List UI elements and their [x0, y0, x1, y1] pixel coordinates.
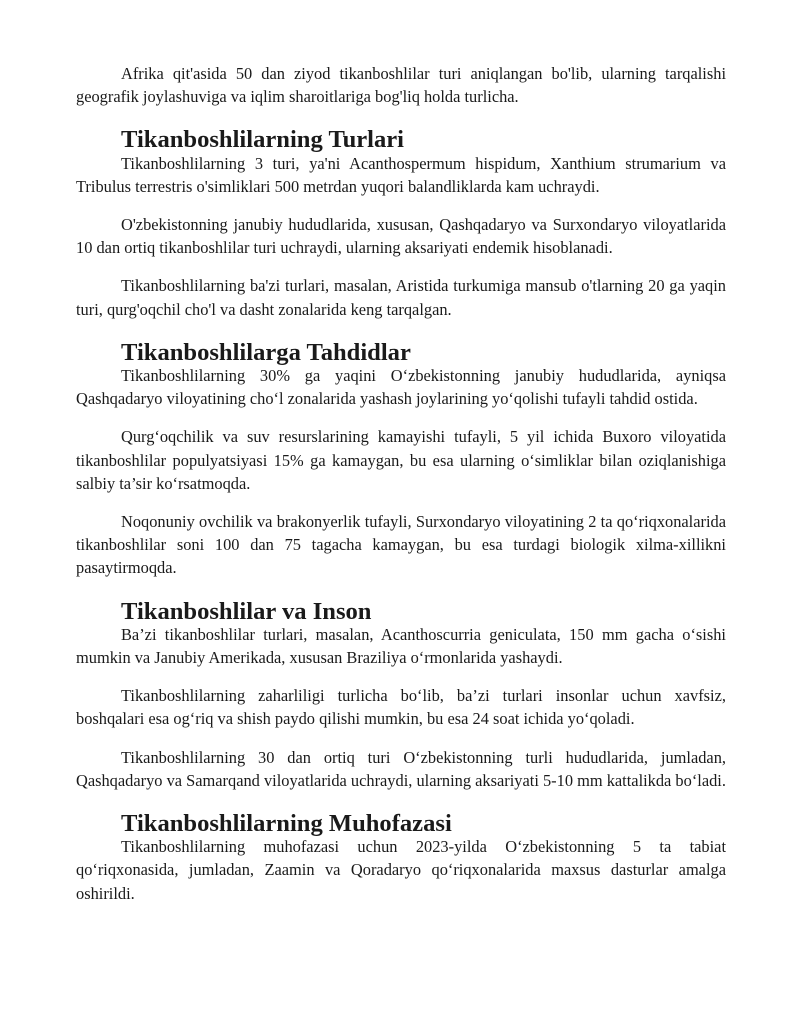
section-heading: Tikanboshlilarning Muhofazasi — [121, 810, 452, 838]
section-tahdidlar — [76, 338, 726, 580]
section-turlari — [76, 128, 726, 320]
paragraph: Tikanboshlilarning 3 turi, ya'ni Acanthospermum hispidum, Xanthium strumarium va Tribulus terrestris o'simliklari 500 metrdan yuqori balandliklarda kam uchraydi. — [76, 153, 726, 196]
section-heading: Tikanboshlilar va Inson — [121, 597, 372, 625]
section-heading: Tikanboshlilarning Turlari — [121, 126, 405, 154]
section-muhofazasi — [76, 812, 726, 905]
section-inson — [76, 597, 726, 792]
paragraph: Tikanboshlilarning 30 dan ortiq turi O‘zbekistonning turli hududlarida, jumladan, Qashqadaryo va Samarqand viloyatlarida uchraydi, ularning aksariyati 5-10 mm kattalikda bo‘ladi. — [76, 747, 726, 790]
paragraph: Ba’zi tikanboshlilar turlari, masalan, Acanthoscurria geniculata, 150 mm gacha o‘sishi mumkin va Janubiy Amerikada, xususan Braziliya o‘rmonlarida yashaydi. — [76, 624, 726, 668]
document-page — [76, 62, 726, 920]
intro-paragraph: Afrika qit'asida 50 dan ziyod tikanboshlilar turi aniqlangan bo'lib, ularning tarqalishi geografik joylashuviga va iqlim sharoitlariga bog'liq holda turlicha. — [76, 64, 726, 107]
section-heading: Tikanboshlilarga Tahdidlar — [121, 338, 411, 366]
paragraph: Tikanboshlilarning zaharliligi turlicha bo‘lib, ba’zi turlari insonlar uchun xavfsiz, boshqalari esa og‘riq va shish paydo qilishi mumkin, bu esa 24 soat ichida yo‘qoladi. — [76, 686, 726, 729]
paragraph: Qurg‘oqchilik va suv resurslarining kamayishi tufayli, 5 yil ichida Buxoro viloyatida tikanboshlilar populyatsiyasi 15% ga kamaygan, bu esa ularning o‘simliklar bilan oziqlanishiga salbiy ta’sir ko‘rsatmoqda. — [76, 427, 726, 493]
paragraph: Tikanboshlilarning ba'zi turlari, masalan, Aristida turkumiga mansub o'tlarning 20 ga yaqin turi, qurg'oqchil cho'l va dasht zonalarida keng tarqalgan. — [76, 276, 726, 319]
paragraph: Tikanboshlilarning 30% ga yaqini O‘zbekistonning janubiy hududlarida, ayniqsa Qashqadaryo viloyatining cho‘l zonalarida yashash joylarining yo‘qolishi tufayli tahdid ostida. — [76, 366, 726, 409]
paragraph: Tikanboshlilarning muhofazasi uchun 2023-yilda O‘zbekistonning 5 ta tabiat qo‘riqxonasida, jumladan, Zaamin va Qoradaryo qo‘riqxonalarida maxsus dasturlar amalga oshirildi. — [76, 837, 726, 903]
paragraph: O'zbekistonning janubiy hududlarida, xususan, Qashqadaryo va Surxondaryo viloyatlarida 10 dan ortiq tikanboshlilar turi uchraydi, ularning aksariyati endemik hisoblanadi. — [76, 215, 726, 258]
paragraph: Noqonuniy ovchilik va brakonyerlik tufayli, Surxondaryo viloyatining 2 ta qo‘riqxonalarida tikanboshlilar soni 100 dan 75 tagacha kamaygan, bu esa turdagi biologik xilma-xillikni pasaytirmoqda. — [76, 512, 726, 578]
